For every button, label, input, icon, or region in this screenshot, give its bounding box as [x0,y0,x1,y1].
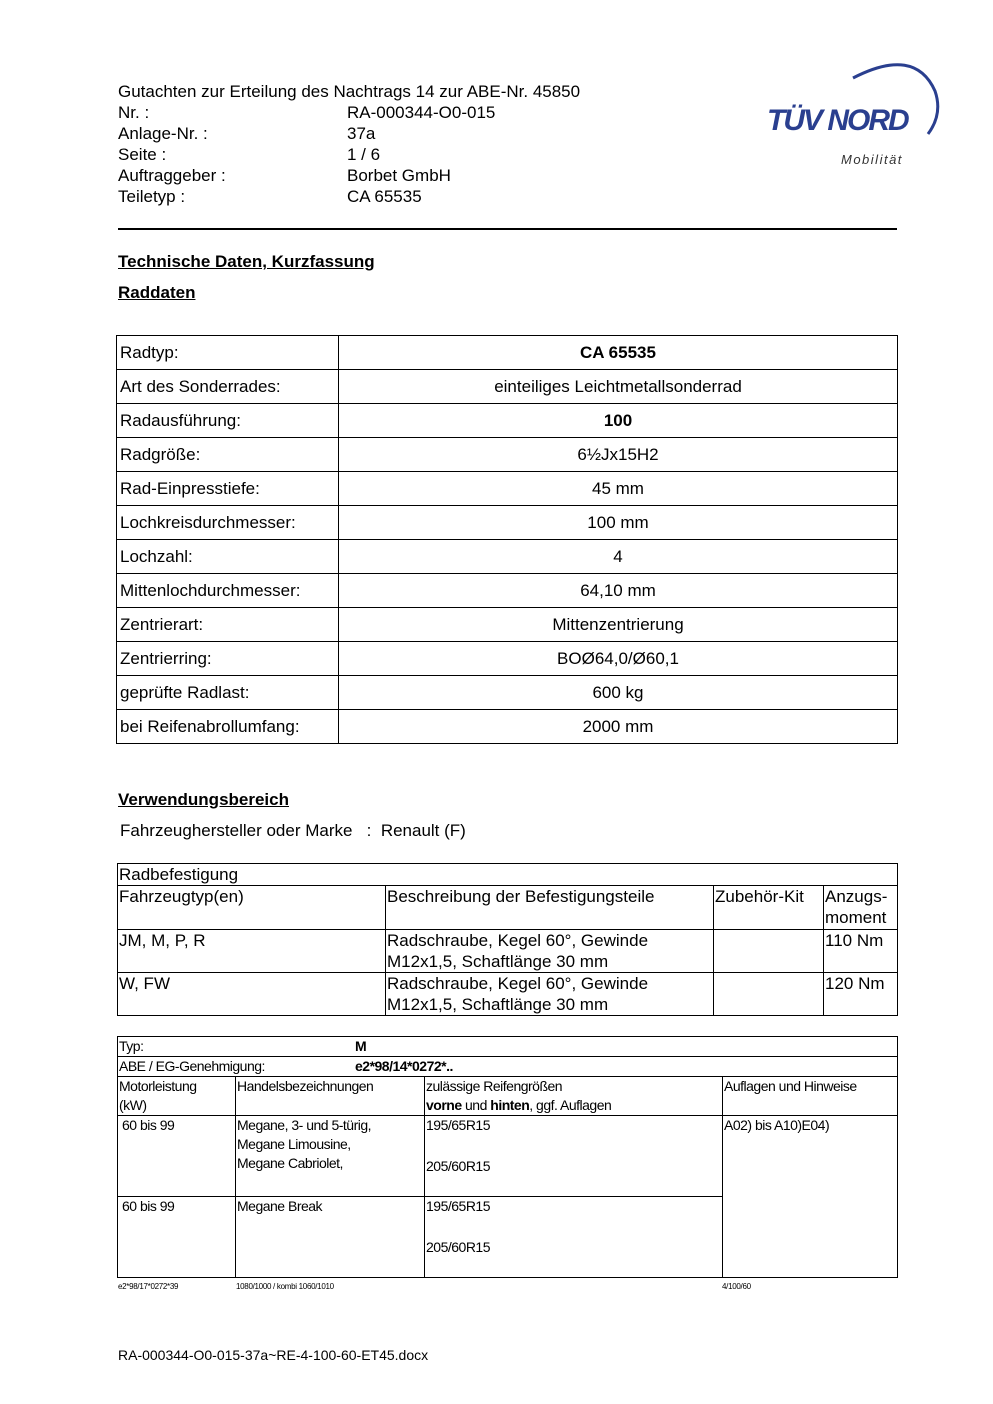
trade-names-cell [236,1197,425,1278]
raddaten-label: Radgröße: [117,438,339,472]
typ-row [118,1037,898,1057]
table-row [117,710,898,744]
column-header: Fahrzeugtyp(en) [118,886,386,930]
header-value: 1 / 6 [347,145,381,164]
logo-subtitle: Mobilität [841,152,903,167]
table-row [117,336,898,370]
typ-label: Typ: [119,1038,144,1054]
column-header: Zubehör-Kit [714,886,824,930]
radbefestigung-table [117,863,898,1016]
header-value: CA 65535 [347,187,422,206]
maker-separator: : [366,821,372,840]
table-row [118,1037,898,1057]
raddaten-value: 100 mm [339,506,898,540]
table-row [117,438,898,472]
table-row [118,1116,898,1197]
header-bold: hinten [490,1097,530,1113]
raddaten-value: 600 kg [339,676,898,710]
header-title: Gutachten zur Erteilung des Nachtrags 14 zur ABE-Nr. 45850 [118,82,581,101]
table-row [118,886,898,930]
document-filename: RA-000344-O0-015-37a~RE-4-100-60-ET45.docx [118,1347,429,1363]
hinweise-cell: A02) bis A10)E04) [723,1116,898,1278]
kw-cell: 60 bis 99 [118,1197,236,1278]
table-row [118,1057,898,1077]
trade-name: Megane Cabriolet, [237,1155,343,1171]
desc-line: M12x1,5, Schaftlänge 30 mm [387,952,609,971]
header-line: (kW) [119,1097,147,1113]
table-row [117,574,898,608]
section-heading-tech: Technische Daten, Kurzfassung [118,252,375,271]
abe-row [118,1057,898,1077]
table-row [118,864,898,886]
header-line: Motorleistung [119,1078,197,1094]
header-value: Borbet GmbH [347,166,451,185]
footnote-approval: e2*98/17*0272*39 [118,1282,179,1291]
column-header: Auflagen und Hinweise [723,1077,898,1116]
abe-label: ABE / EG-Genehmigung: [119,1058,265,1074]
header-row [118,102,580,123]
footnote-pcd: 4/100/60 [722,1282,751,1291]
column-header [118,1077,236,1116]
maker-value: Renault (F) [380,821,466,840]
table-row [117,404,898,438]
tyre-size: 195/65R15 [426,1117,491,1133]
table-row [117,506,898,540]
column-header [824,886,898,930]
trade-name: Megane Limousine, [237,1136,351,1152]
raddaten-value: 6½Jx15H2 [339,438,898,472]
raddaten-value: 45 mm [339,472,898,506]
raddaten-value: 4 [339,540,898,574]
raddaten-label: Zentrierart: [117,608,339,642]
table-row [118,1077,898,1116]
header-line: Anzugs- [825,887,888,906]
header-value: RA-000344-O0-015 [347,103,496,122]
header-row [118,123,580,144]
raddaten-label: Art des Sonderrades: [117,370,339,404]
raddaten-value: Mittenzentrierung [339,608,898,642]
raddaten-label: Lochzahl: [117,540,339,574]
header-row [118,144,580,165]
vehicle-maker-line [120,821,466,841]
table-row [117,642,898,676]
header-key: Auftraggeber : [118,166,226,185]
header-key: Anlage-Nr. : [118,124,208,143]
table-row [118,973,898,1016]
table-row [117,608,898,642]
column-header: Handelsbezeichnungen [236,1077,425,1116]
torque-value: 120 Nm [824,973,898,1016]
desc-line: Radschraube, Kegel 60°, Gewinde [387,974,649,993]
header-line [426,1096,721,1115]
header-key: Nr. : [118,103,150,122]
tyre-size: 205/60R15 [426,1158,491,1174]
tyre-sizes-cell [425,1197,723,1278]
raddaten-value: CA 65535 [339,336,898,370]
logo-wordmark: TÜV NORD [767,104,908,137]
table-row [118,930,898,973]
raddaten-label: Lochkreisdurchmesser: [117,506,339,540]
typ-value: M [355,1038,367,1054]
table-row [117,472,898,506]
table-row [117,540,898,574]
desc-line: Radschraube, Kegel 60°, Gewinde [387,931,649,950]
header-value: 37a [347,124,376,143]
vehicle-type: JM, M, P, R [118,930,386,973]
radbefestigung-title: Radbefestigung [118,864,898,886]
raddaten-table [116,335,898,744]
fastener-description [386,930,714,973]
raddaten-value: BOØ64,0/Ø60,1 [339,642,898,676]
raddaten-value: 2000 mm [339,710,898,744]
raddaten-value: 100 [339,404,898,438]
header-divider [118,228,897,230]
header-line: zulässige Reifengrößen [426,1078,563,1094]
table-row [117,370,898,404]
table-row [117,676,898,710]
maker-label: Fahrzeughersteller oder Marke [120,821,353,840]
tyre-size: 195/65R15 [426,1198,491,1214]
trade-names-cell [236,1116,425,1197]
document-header [118,81,580,207]
header-text: , ggf. Auflagen [529,1097,612,1113]
raddaten-label: geprüfte Radlast: [117,676,339,710]
tyre-size: 205/60R15 [426,1239,491,1255]
trade-name: Megane, 3- und 5-türig, [237,1117,372,1133]
header-row [118,165,580,186]
section-heading-verwendung: Verwendungsbereich [118,790,289,809]
header-bold: vorne [426,1097,462,1113]
desc-line: M12x1,5, Schaftlänge 30 mm [387,995,609,1014]
raddaten-label: Mittenlochdurchmesser: [117,574,339,608]
raddaten-label: Zentrierring: [117,642,339,676]
column-header [425,1077,723,1116]
kw-cell: 60 bis 99 [118,1116,236,1197]
section-heading-raddaten: Raddaten [118,283,196,302]
type-approval-table [117,1036,898,1278]
raddaten-label: bei Reifenabrollumfang: [117,710,339,744]
vehicle-type: W, FW [118,973,386,1016]
header-row [118,186,580,207]
column-header: Beschreibung der Befestigungsteile [386,886,714,930]
raddaten-value: 64,10 mm [339,574,898,608]
tyre-sizes-cell [425,1116,723,1197]
raddaten-label: Radtyp: [117,336,339,370]
torque-value: 110 Nm [824,930,898,973]
raddaten-label: Radausführung: [117,404,339,438]
kit-cell [714,930,824,973]
footnote-load: 1080/1000 / kombi 1060/1010 [236,1282,334,1291]
header-line: moment [825,908,887,927]
abe-value: e2*98/14*0272*.. [355,1058,453,1074]
raddaten-label: Rad-Einpresstiefe: [117,472,339,506]
header-key: Seite : [118,145,167,164]
header-key: Teiletyp : [118,187,186,206]
header-text: und [461,1097,491,1113]
raddaten-value: einteiliges Leichtmetallsonderrad [339,370,898,404]
fastener-description [386,973,714,1016]
kit-cell [714,973,824,1016]
tuv-nord-logo [765,56,940,171]
trade-name: Megane Break [237,1198,323,1214]
